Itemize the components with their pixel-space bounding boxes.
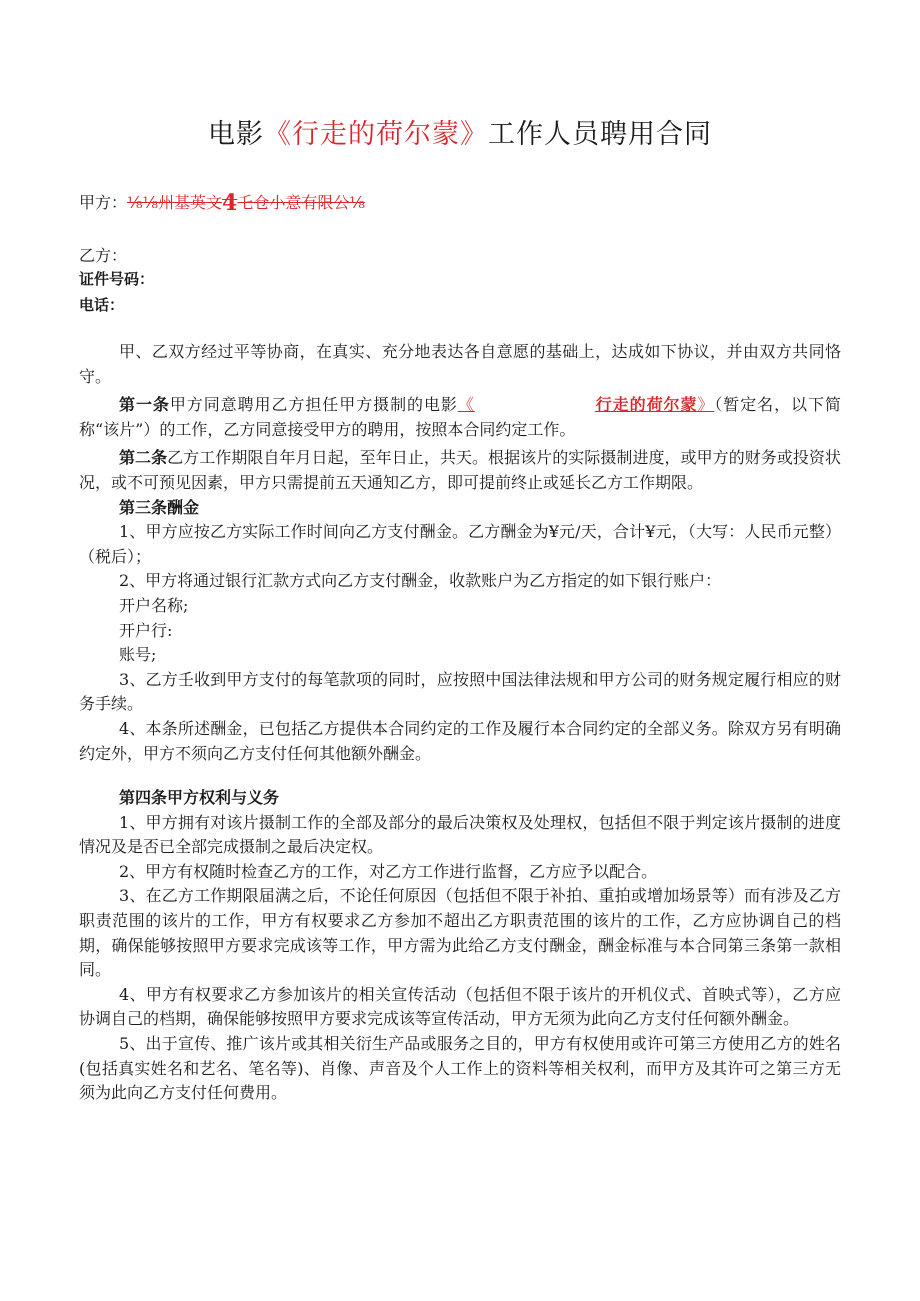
party-a-line: [79, 190, 365, 216]
phone-label: 电话：: [79, 296, 125, 314]
party-a-value-part1: ⅛⅛州基英文: [127, 193, 223, 212]
party-a-value-part2: 乇仓小意有限公⅛: [237, 193, 365, 212]
clause-4-heading: 第四条甲方权利与义务: [119, 788, 280, 808]
clause-1: [79, 393, 841, 442]
clause-2-text: 乙方工作期限自年月日起，至年日止，共天。根据该片的实际摄制进度，或甲方的财务或投资状况，或不可预见因素，甲方只需提前五天通知乙方，即可提前终止或延长乙方工作期限。: [79, 448, 841, 492]
clause-1-text-a: 甲方同意聘用乙方担任甲方摄制的电影: [169, 395, 458, 415]
clause-2-label: 第二条: [119, 448, 168, 468]
clause-3-heading: 第三条酬金: [119, 497, 200, 517]
page-title: [0, 112, 920, 151]
clause-3-item-3: 3、乙方壬收到甲方支付的每笔款项的同时，应按照中国法律法规和甲方公司的财务规定履行相应的财务手续。: [79, 669, 841, 714]
party-b-label: 乙方：: [79, 246, 128, 265]
intro-paragraph: 甲、乙双方经过平等协商，在真实、充分地表达各自意愿的基础上，达成如下协议，并由双方共同恪守。: [79, 342, 841, 386]
clause-2: [79, 446, 841, 495]
bank-label: 开户行:: [119, 620, 173, 640]
title-film-name: 《行走的荷尔蒙》: [264, 119, 488, 150]
contract-body: [79, 340, 841, 1106]
film-name: 行走的荷尔蒙: [594, 395, 698, 415]
party-a-value-big: 4: [222, 190, 238, 216]
party-a-label: 甲方：: [79, 193, 128, 212]
title-suffix: 工作人员聘用合同: [488, 119, 712, 150]
clause-3-item-1: 1、甲方应按乙方实际工作时间向乙方支付酬金。乙方酬金为¥元/天，合计¥元，（大写：人民币元整）（税后）；: [79, 522, 841, 566]
film-close-bracket: 》: [697, 395, 715, 415]
clause-4-item-3: 3、在乙方工作期限届满之后，不论任何原因（包括但不限于补拍、重拍或增加场景等）而有涉及乙方职责范围的该片的工作，甲方有权要求乙方参加不超出乙方职责范围的该片的工作，乙方应协调自己的档期，确保能够按照甲方要求完成该等工作，甲方需为此给乙方支付酬金，酬金标准与本合同第三条第一款相同。: [79, 886, 841, 980]
party-a-value: [127, 190, 365, 216]
clause-3-item-4: 4、本条所述酬金，已包括乙方提供本合同约定的工作及履行本合同约定的全部义务。除双方另有明确约定外，甲方不须向乙方支付任何其他额外酬金。: [79, 718, 841, 763]
clause-1-film: [458, 395, 715, 414]
clause-1-label: 第一条: [119, 395, 170, 415]
film-open-bracket: 《: [457, 395, 475, 415]
clause-4-item-2: 2、甲方有权随时检查乙方的工作，对乙方工作进行监督，乙方应予以配合。: [119, 861, 658, 881]
account-name-label: 开户名称;: [119, 595, 189, 615]
id-number-label: 证件号码：: [79, 270, 155, 288]
account-number-label: 账号;: [119, 645, 157, 665]
clause-3-item-2: 2、甲方将通过银行汇款方式向乙方支付酬金，收款账户为乙方指定的如下银行账户：: [119, 571, 722, 591]
title-prefix: 电影: [208, 119, 264, 150]
clause-4-item-1: 1、甲方拥有对该片摄制工作的全部及部分的最后决策权及处理权，包括但不限于判定该片摄制的进度情况及是否已全部完成摄制之最后决定权。: [79, 812, 841, 857]
clause-4-item-5: 5、出于宣传、推广该片或其相关衍生产品或服务之目的，甲方有权使用或许可第三方使用乙方的姓名(包括真实姓名和艺名、笔名等)、肖像、声音及个人工作上的资料等相关权利，而甲方及其许可之第三方无须为此向乙方支付任何费用。: [79, 1034, 841, 1103]
clause-4-item-4: 4、甲方有权要求乙方参加该片的相关宣传活动（包括但不限于该片的开机仪式、首映式等），乙方应协调自己的档期，确保能够按照甲方要求完成该等宣传活动，甲方无须为此向乙方支付任何额外酬金。: [79, 984, 841, 1029]
clause-1-text-b: （暂定名，以下简称“该片”）的工作，乙方同意接受甲方的聘用，按照本合同约定工作。: [79, 395, 841, 439]
